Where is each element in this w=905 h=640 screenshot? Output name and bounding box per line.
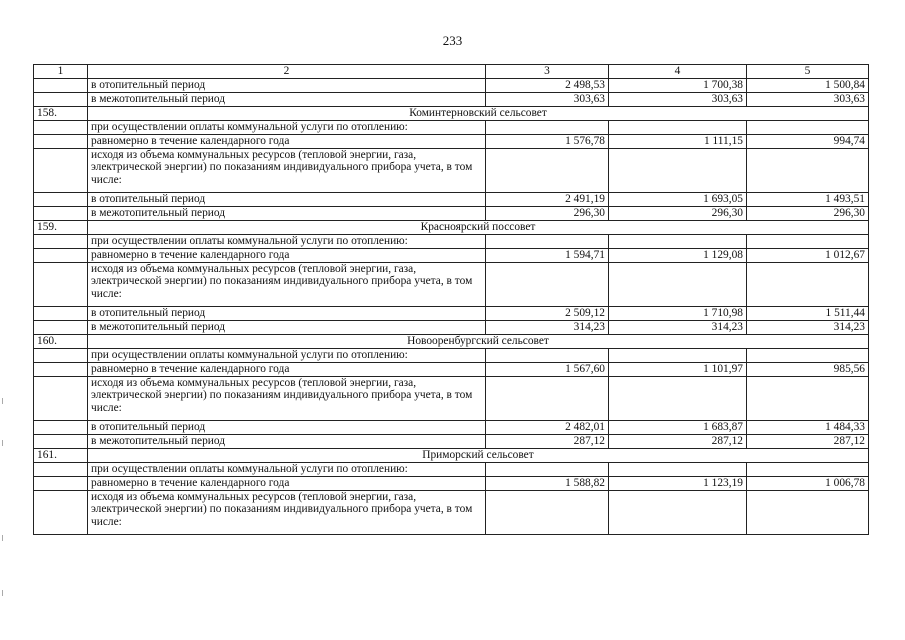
row-label: в отопительный период [88,306,486,320]
value-cell: 296,30 [486,206,609,220]
table-row [34,192,869,206]
value-cell: 1 567,60 [486,362,609,376]
value-cell: 1 594,71 [486,248,609,262]
value-cell: 1 588,82 [486,476,609,490]
value-cell: 303,63 [486,92,609,106]
row-label: при осуществлении оплаты коммунальной услуги по отоплению: [88,462,486,476]
section-header-row [34,448,869,462]
value-cell: 1 006,78 [747,476,869,490]
row-label: в межотопительный период [88,92,486,106]
value-cell: 1 012,67 [747,248,869,262]
table-row [34,476,869,490]
row-label: исходя из объема коммунальных ресурсов (тепловой энергии, газа, электрической энергии) по показаниям индивидуального прибора учета, в том числе: [88,148,486,192]
table-row [34,206,869,220]
row-label: равномерно в течение календарного года [88,134,486,148]
table-row [34,434,869,448]
value-cell: 2 491,19 [486,192,609,206]
section-title: Приморский сельсовет [88,448,869,462]
row-label: в межотопительный период [88,206,486,220]
table-row [34,78,869,92]
section-title: Красноярский поссовет [88,220,869,234]
value-cell: 2 509,12 [486,306,609,320]
value-cell: 1 493,51 [747,192,869,206]
value-cell: 1 101,97 [609,362,747,376]
row-label: в отопительный период [88,420,486,434]
table-row [34,148,869,192]
table-row [34,92,869,106]
value-cell: 303,63 [747,92,869,106]
table-row [34,120,869,134]
value-cell: 296,30 [609,206,747,220]
section-index: 160. [34,334,88,348]
value-cell: 2 482,01 [486,420,609,434]
row-label: равномерно в течение календарного года [88,362,486,376]
value-cell: 1 111,15 [609,134,747,148]
table-row [34,320,869,334]
row-label: в межотопительный период [88,434,486,448]
value-cell: 1 683,87 [609,420,747,434]
value-cell: 1 511,44 [747,306,869,320]
value-cell: 296,30 [747,206,869,220]
value-cell: 314,23 [486,320,609,334]
value-cell: 1 500,84 [747,78,869,92]
value-cell: 1 693,05 [609,192,747,206]
table-row [34,262,869,306]
column-number-1: 1 [34,65,88,79]
section-title: Новооренбургский сельсовет [88,334,869,348]
value-cell: 985,56 [747,362,869,376]
column-number-4: 4 [609,65,747,79]
table-row [34,362,869,376]
value-cell: 1 710,98 [609,306,747,320]
row-label: исходя из объема коммунальных ресурсов (тепловой энергии, газа, электрической энергии) по показаниям индивидуального прибора учета, в том числе: [88,262,486,306]
scan-edge-mark [2,440,3,446]
tariff-table [33,64,869,535]
row-label: в межотопительный период [88,320,486,334]
section-header-row [34,220,869,234]
row-label: равномерно в течение календарного года [88,248,486,262]
section-title: Коминтерновский сельсовет [88,106,869,120]
value-cell: 1 576,78 [486,134,609,148]
scan-edge-mark [2,590,3,596]
row-label: в отопительный период [88,78,486,92]
table-row [34,376,869,420]
scan-edge-mark [2,398,3,404]
table-row [34,248,869,262]
value-cell: 303,63 [609,92,747,106]
row-label: в отопительный период [88,192,486,206]
page-number: 233 [442,33,463,48]
scan-edge-mark [2,535,3,541]
table-row [34,420,869,434]
section-header-row [34,106,869,120]
column-number-3: 3 [486,65,609,79]
value-cell: 994,74 [747,134,869,148]
table-row [34,306,869,320]
section-index: 158. [34,106,88,120]
table-row [34,462,869,476]
section-index: 159. [34,220,88,234]
row-label: исходя из объема коммунальных ресурсов (тепловой энергии, газа, электрической энергии) по показаниям индивидуального прибора учета, в том числе: [88,376,486,420]
table-row [34,234,869,248]
table-row [34,490,869,534]
value-cell: 287,12 [609,434,747,448]
row-label: при осуществлении оплаты коммунальной услуги по отоплению: [88,120,486,134]
value-cell: 287,12 [747,434,869,448]
value-cell: 314,23 [747,320,869,334]
row-label: при осуществлении оплаты коммунальной услуги по отоплению: [88,234,486,248]
section-header-row [34,334,869,348]
table-row [34,348,869,362]
row-label: исходя из объема коммунальных ресурсов (тепловой энергии, газа, электрической энергии) по показаниям индивидуального прибора учета, в том числе: [88,490,486,534]
value-cell: 287,12 [486,434,609,448]
value-cell: 2 498,53 [486,78,609,92]
column-number-5: 5 [747,65,869,79]
column-number-2: 2 [88,65,486,79]
value-cell: 1 129,08 [609,248,747,262]
section-index: 161. [34,448,88,462]
value-cell: 1 484,33 [747,420,869,434]
row-label: при осуществлении оплаты коммунальной услуги по отоплению: [88,348,486,362]
table-row [34,134,869,148]
value-cell: 1 700,38 [609,78,747,92]
column-number-row [34,65,869,79]
value-cell: 1 123,19 [609,476,747,490]
row-label: равномерно в течение календарного года [88,476,486,490]
value-cell: 314,23 [609,320,747,334]
